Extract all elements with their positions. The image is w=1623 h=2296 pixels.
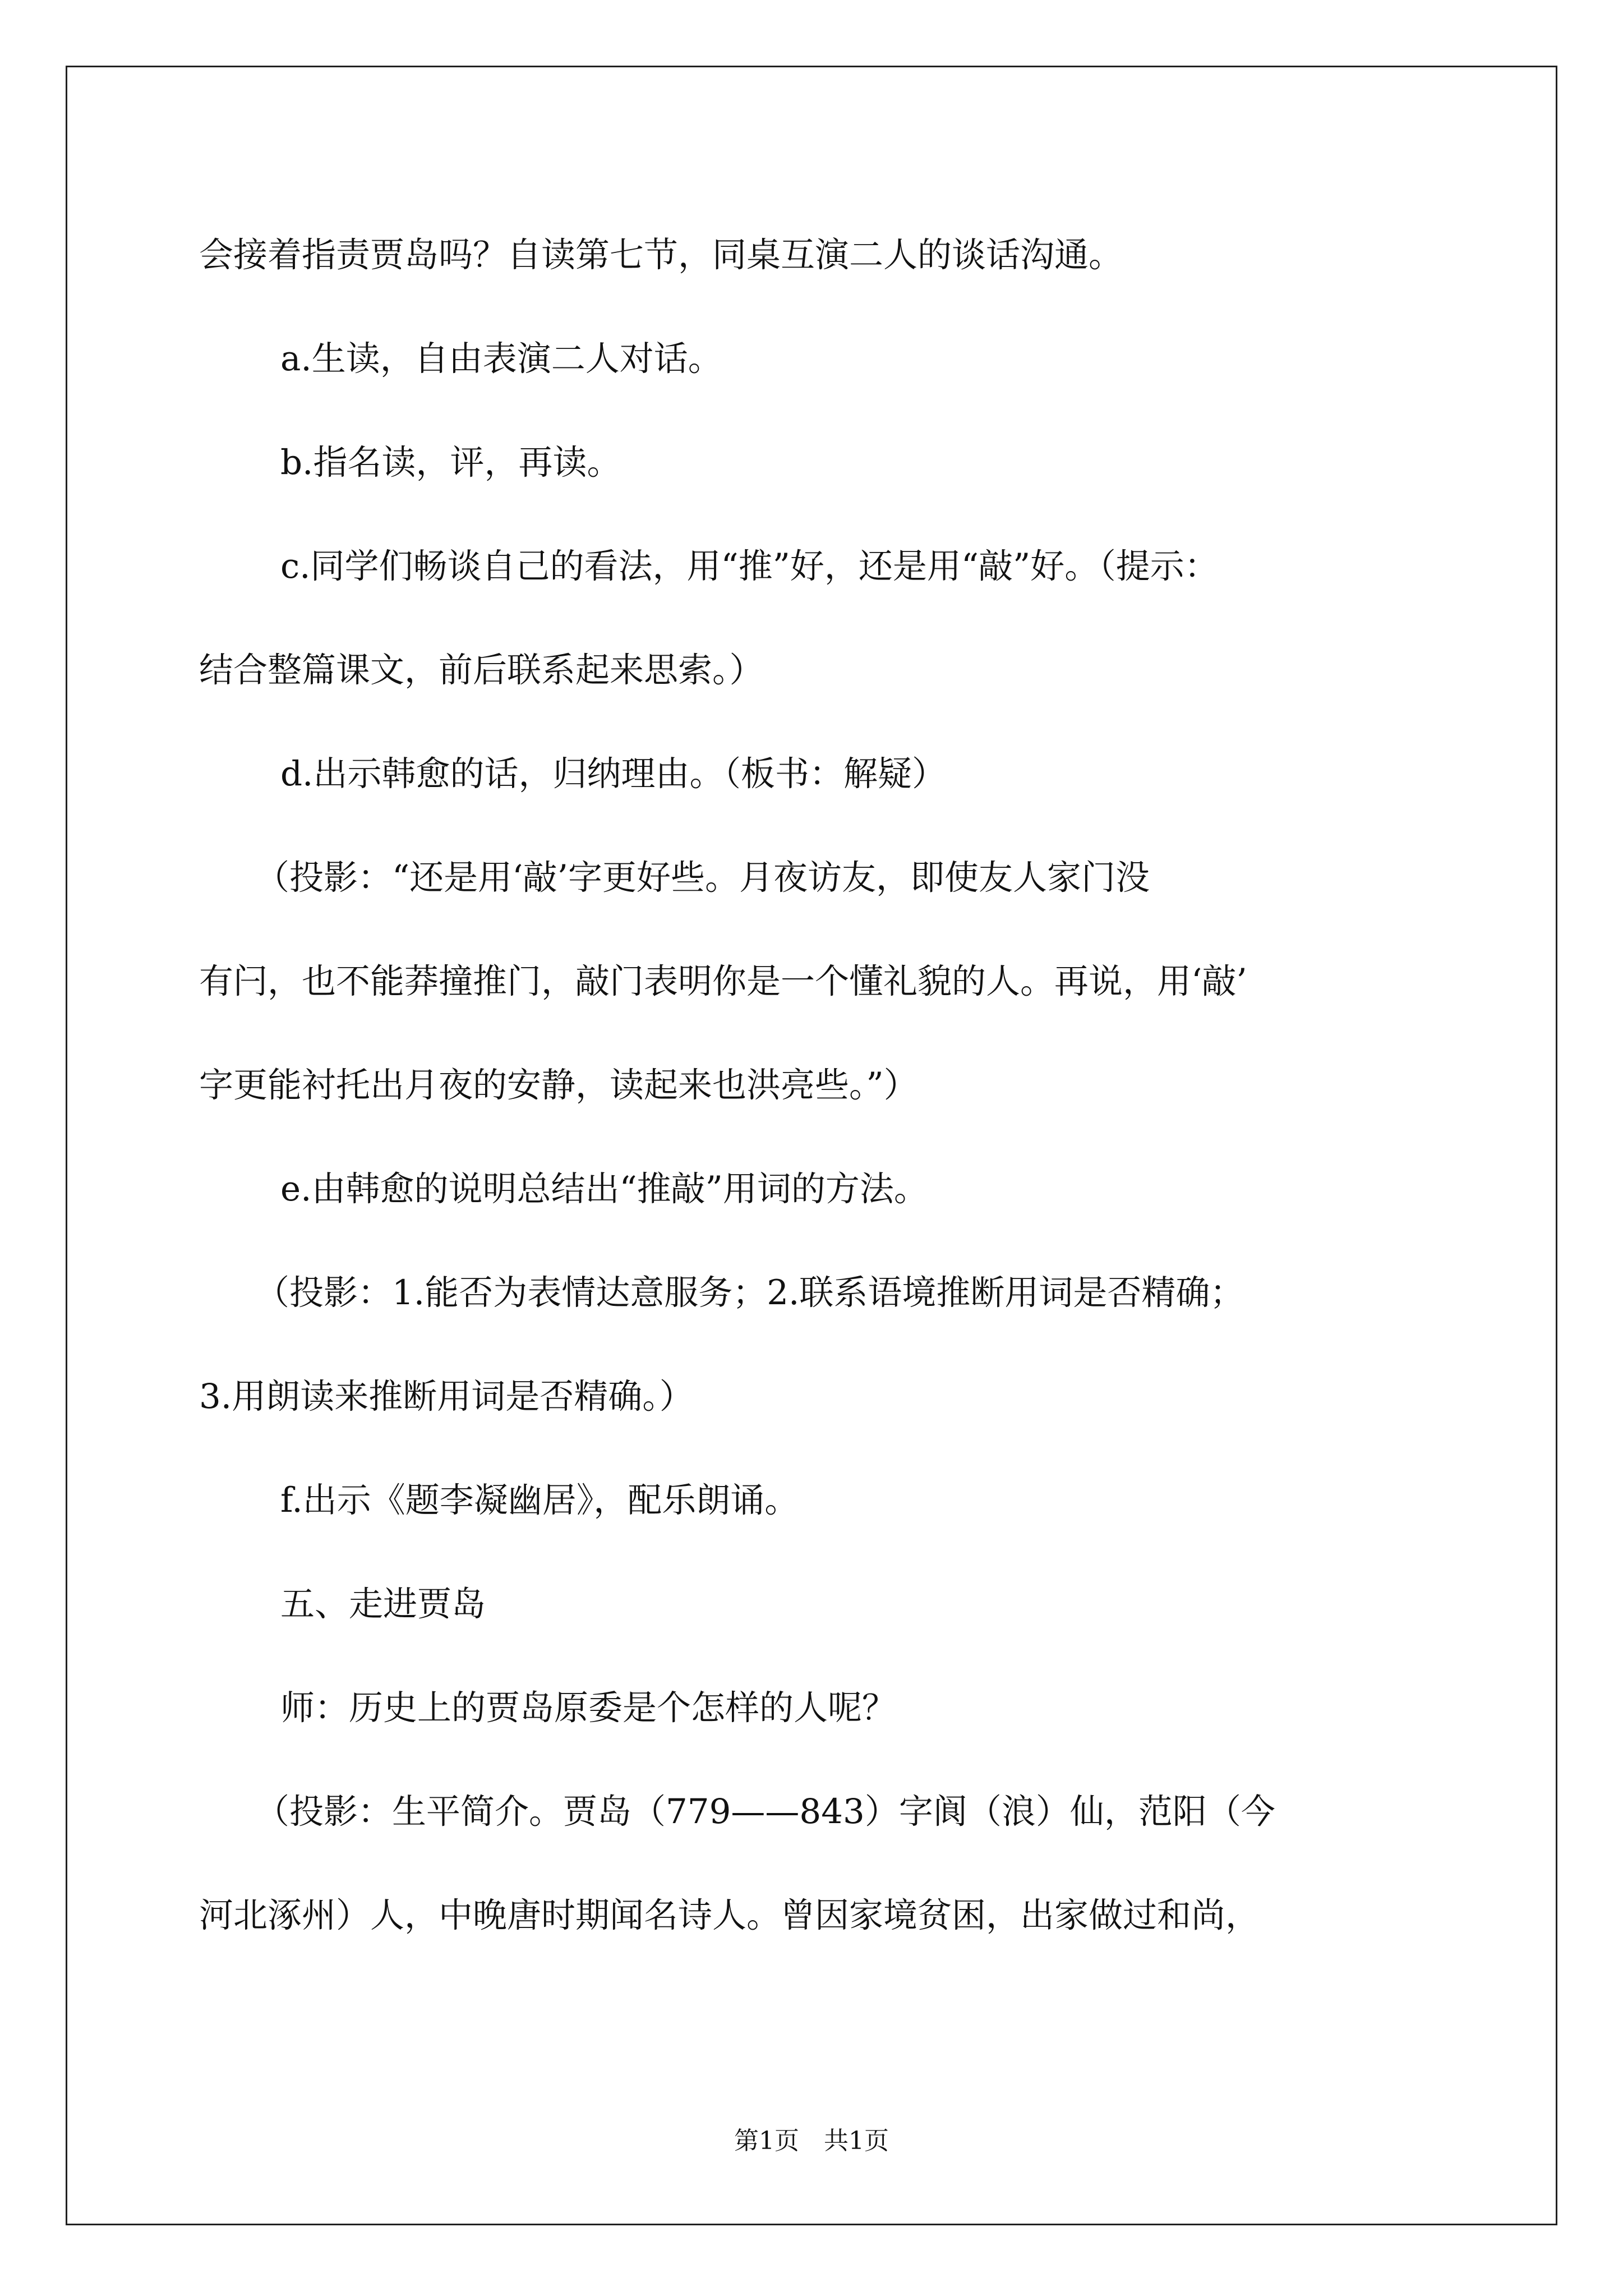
section-heading: 五、走进贾岛 [280, 1584, 486, 1624]
text-line-10: e.由韩愈的说明总结出“推敲”用词的方法。 [280, 1169, 928, 1209]
text-line-4: c.同学们畅谈自己的看法，用“推”好，还是用“敲”好。（提示： [280, 546, 1219, 586]
text-line-2: a.生读，自由表演二人对话。 [280, 339, 722, 379]
page-footer: 第1页 共1页 [734, 2127, 889, 2155]
text-line-7: （投影：“还是用‘敲’字更好些。月夜访友，即使友人家门没 [255, 858, 1150, 898]
text-line-9: 字更能衬托出月夜的安静，读起来也洪亮些。”） [199, 1065, 918, 1105]
text-line-8: 有闩，也不能莽撞推门，敲门表明你是一个懂礼貌的人。再说，用‘敲’ [199, 961, 1247, 1001]
text-line-15: 师：历史上的贾岛原委是个怎样的人呢？ [280, 1688, 897, 1728]
text-line-13: f.出示《题李凝幽居》，配乐朗诵。 [280, 1480, 799, 1520]
text-line-12: 3.用朗读来推断用词是否精确。） [199, 1377, 694, 1416]
text-line-11: （投影：1.能否为表情达意服务；2.联系语境推断用词是否精确； [255, 1273, 1244, 1313]
text-line-5: 结合整篇课文，前后联系起来思索。） [199, 650, 764, 690]
text-line-1: 会接着指责贾岛吗？自读第七节，同桌互演二人的谈话沟通。 [199, 235, 1123, 275]
text-line-3: b.指名读，评，再读。 [280, 443, 621, 482]
text-line-17: 河北涿州）人，中晚唐时期闻名诗人。曾因家境贫困，出家做过和尚， [199, 1895, 1260, 1935]
text-line-16: （投影：生平简介。贾岛（779——843）字阆（浪）仙，范阳（今 [255, 1792, 1275, 1832]
text-line-6: d.出示韩愈的话，归纳理由。（板书：解疑） [280, 754, 946, 794]
